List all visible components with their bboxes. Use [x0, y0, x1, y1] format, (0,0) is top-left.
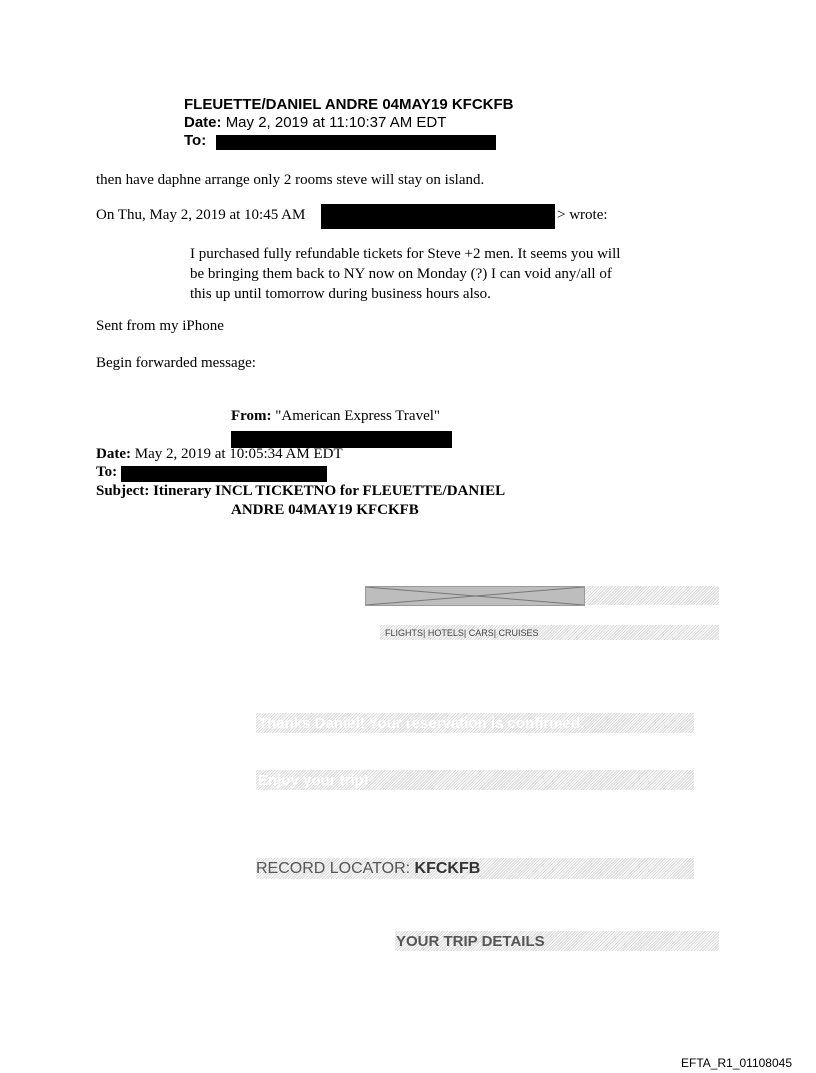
forwarded-from	[231, 408, 440, 425]
document-id: EFTA_R1_01108045	[681, 1056, 792, 1070]
record-locator	[256, 860, 480, 878]
trip-details-heading: YOUR TRIP DETAILS	[396, 933, 545, 950]
reply-header	[96, 207, 305, 224]
confirmation-text: Thanks Daniel! Your reservation is confirmed.	[258, 715, 585, 732]
date-value: May 2, 2019 at 11:10:37 AM EDT	[225, 114, 447, 131]
from-label: From:	[231, 408, 272, 424]
subject-label: Subject:	[96, 483, 150, 499]
broken-image-placeholder	[365, 586, 585, 606]
quoted-message: I purchased fully refundable tickets for Steve +2 men. It seems you will be bringing them back to NY now on Monday (?) I can void any/all of this up until tomorrow during business hours also.	[190, 246, 621, 302]
subject-line-2: ANDRE 04MAY19 KFCKFB	[231, 502, 419, 518]
redaction-to	[216, 135, 496, 150]
nav-links[interactable]: FLIGHTS| HOTELS| CARS| CRUISES	[385, 628, 539, 638]
to-label: To:	[184, 132, 207, 149]
reply-header-prefix: On Thu, May 2, 2019 at 10:45 AM	[96, 207, 306, 223]
reply-header-suffix: > wrote:	[557, 207, 608, 223]
redaction-sender	[321, 204, 555, 229]
body-line: then have daphne arrange only 2 rooms steve will stay on island.	[96, 172, 485, 188]
fwd-date-label: Date:	[96, 446, 131, 462]
forward-notice: Begin forwarded message:	[96, 355, 256, 371]
from-value: "American Express Travel"	[275, 408, 441, 424]
forwarded-date	[96, 446, 343, 463]
email-to	[184, 132, 206, 149]
signature: Sent from my iPhone	[96, 318, 224, 334]
enjoy-text: Enjoy your trip!	[258, 772, 369, 789]
email-date	[184, 114, 446, 131]
record-label: RECORD LOCATOR:	[256, 860, 415, 877]
fwd-date-value: May 2, 2019 at 10:05:34 AM EDT	[134, 446, 343, 462]
record-value: KFCKFB	[414, 860, 481, 877]
forwarded-to: To:	[96, 464, 118, 480]
redaction-fwd-to	[121, 466, 327, 482]
date-label: Date:	[184, 114, 222, 131]
forwarded-subject	[96, 483, 505, 500]
email-subject: FLEUETTE/DANIEL ANDRE 04MAY19 KFCKFB	[184, 96, 514, 113]
broken-image-icon	[366, 587, 584, 605]
subject-line-1: Itinerary INCL TICKETNO for FLEUETTE/DANIEL	[153, 483, 506, 499]
